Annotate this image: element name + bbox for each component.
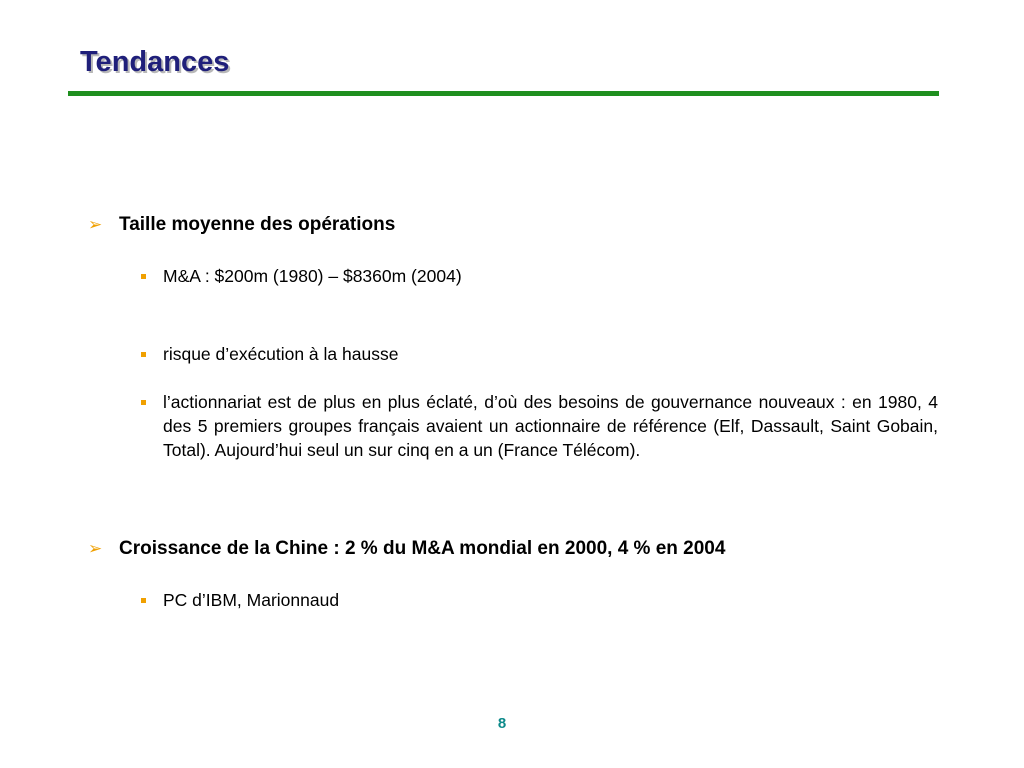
square-bullet-icon: [141, 400, 146, 405]
square-bullet-icon: [141, 598, 146, 603]
title-underline: [68, 91, 939, 96]
list-item: [141, 264, 938, 288]
list-item: [141, 390, 938, 462]
square-bullet-icon: [141, 274, 146, 279]
list-item-text: M&A : $200m (1980) – $8360m (2004): [163, 266, 462, 286]
square-bullet-icon: [141, 352, 146, 357]
arrow-bullet-icon: ➢: [88, 539, 103, 558]
list-item: [141, 342, 938, 366]
slide-title: Tendances: [80, 46, 230, 78]
arrow-bullet-icon: ➢: [88, 215, 103, 234]
section-heading-label: Taille moyenne des opérations: [119, 214, 396, 235]
section-heading-label: Croissance de la Chine : 2 % du M&A mondial en 2000, 4 % en 2004: [119, 538, 726, 559]
page-number: 8: [497, 715, 507, 732]
list-item-text: l’actionnariat est de plus en plus éclaté, d’où des besoins de gouvernance nouveaux : en 1980, 4 des 5 premiers groupes français avaient un actionnaire de référence (Elf, Dassault, Saint Gobain, Total). Aujourd’hui seul un sur cinq en a un (France Télécom).: [163, 392, 938, 460]
list-item-text: PC d’IBM, Marionnaud: [163, 590, 340, 610]
list-item-text: risque d’exécution à la hausse: [163, 344, 399, 364]
list-item: [141, 588, 938, 612]
